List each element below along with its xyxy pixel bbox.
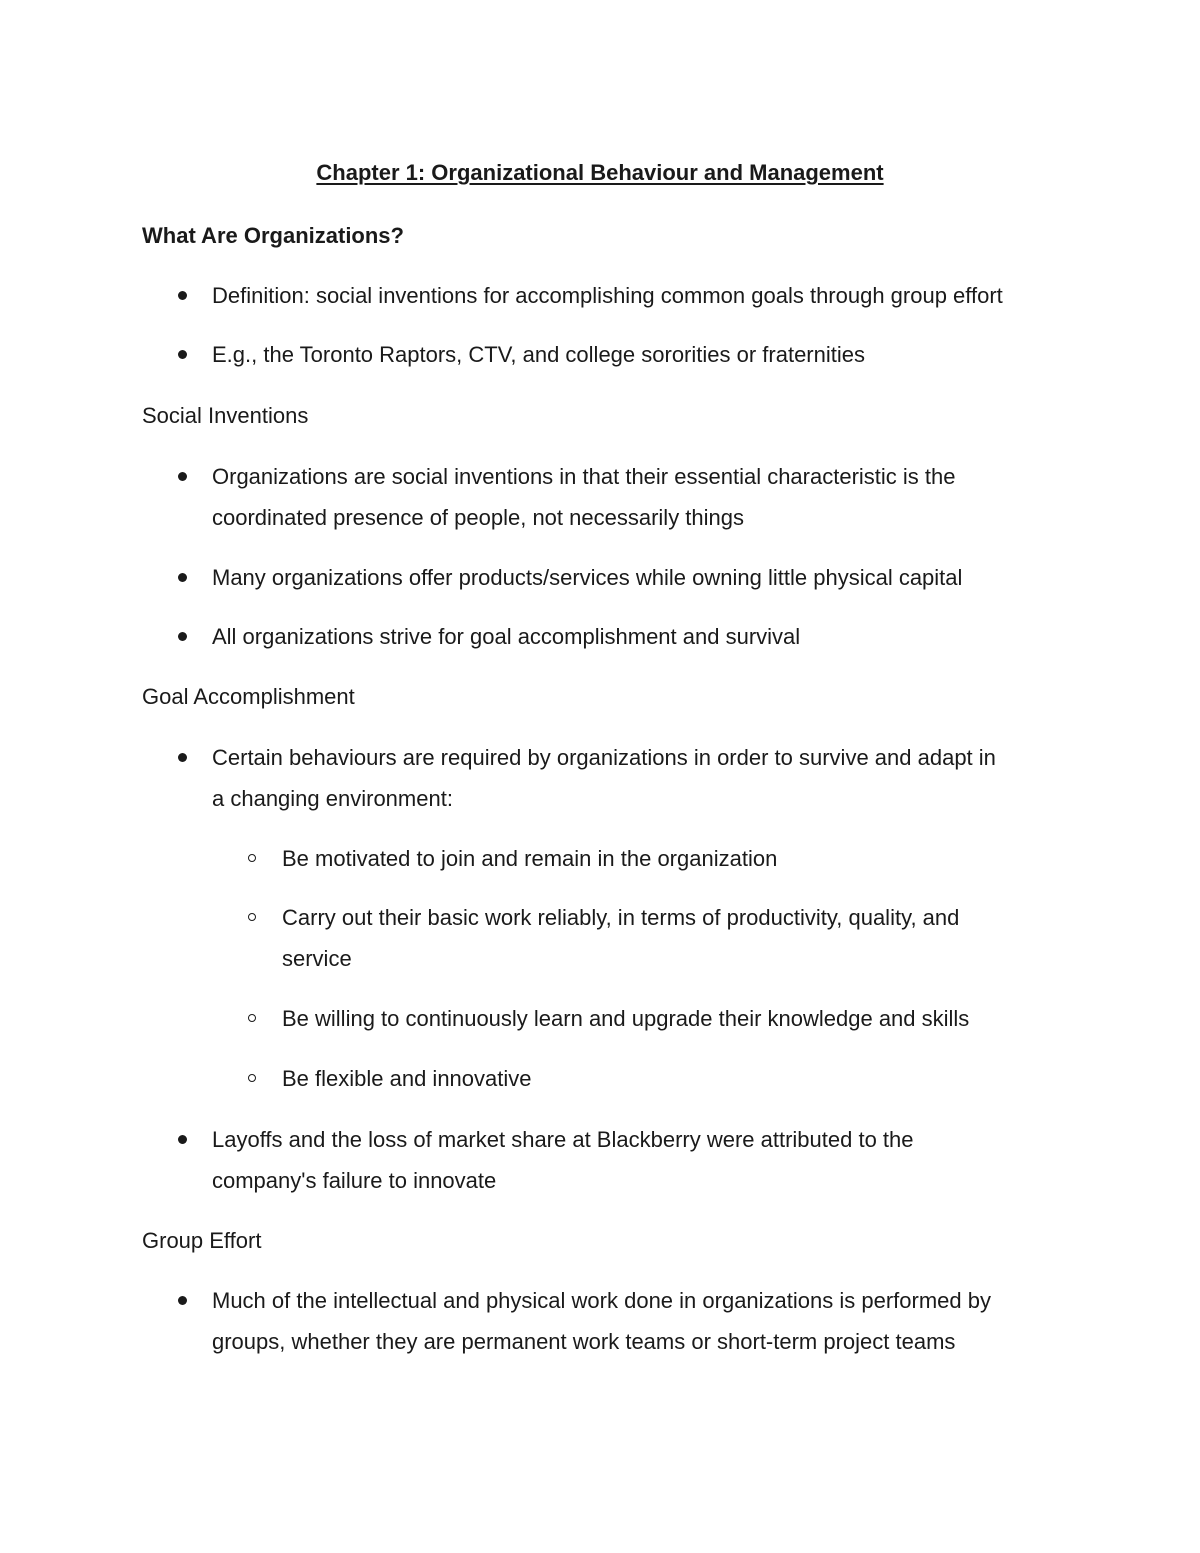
list-item-text-line: Organizations are social inventions in that their essential characteristic is the (212, 464, 956, 489)
list-item-text-line: a changing environment: (212, 786, 453, 811)
document-title: Chapter 1: Organizational Behaviour and Management (316, 160, 884, 185)
hollow-bullet-icon (248, 1074, 256, 1082)
list-item (212, 737, 996, 819)
sub-list-item-text-line: service (282, 946, 352, 971)
bullet-icon (178, 472, 187, 481)
section-heading-social-inventions: Social Inventions (142, 403, 309, 428)
section-heading-group-effort: Group Effort (142, 1228, 262, 1253)
list-item-text-line: groups, whether they are permanent work teams or short-term project teams (212, 1329, 956, 1354)
list-item-text: All organizations strive for goal accomplishment and survival (212, 624, 801, 649)
hollow-bullet-icon (248, 1014, 256, 1022)
list-item-text-line: Layoffs and the loss of market share at Blackberry were attributed to the (212, 1127, 914, 1152)
list-item-text: Definition: social inventions for accomplishing common goals through group effort (212, 283, 1003, 308)
bullet-icon (178, 753, 187, 762)
list-item-text: E.g., the Toronto Raptors, CTV, and college sororities or fraternities (212, 342, 865, 367)
sub-list-item (282, 838, 777, 879)
section-heading-what-are-organizations: What Are Organizations? (142, 223, 404, 248)
list-item (212, 334, 865, 375)
hollow-bullet-icon (248, 854, 256, 862)
sub-list-item (282, 998, 969, 1039)
bullet-icon (178, 1296, 187, 1305)
list-item (212, 1119, 914, 1201)
list-item-text-line: Much of the intellectual and physical work done in organizations is performed by (212, 1288, 991, 1313)
list-item (212, 275, 1003, 316)
list-item-text-line: company's failure to innovate (212, 1168, 497, 1193)
sub-list-item-text: Be flexible and innovative (282, 1066, 532, 1091)
section-heading-goal-accomplishment: Goal Accomplishment (142, 684, 355, 709)
list-item (212, 616, 800, 657)
hollow-bullet-icon (248, 913, 256, 921)
sub-list-item-text: Be motivated to join and remain in the organization (282, 846, 778, 871)
sub-list-item (282, 1058, 532, 1099)
list-item-text: Many organizations offer products/services while owning little physical capital (212, 565, 963, 590)
list-item-text-line: coordinated presence of people, not necessarily things (212, 505, 745, 530)
sub-list-item (282, 897, 959, 979)
list-item (212, 456, 955, 538)
bullet-icon (178, 573, 187, 582)
bullet-icon (178, 350, 187, 359)
sub-list-item-text-line: Carry out their basic work reliably, in terms of productivity, quality, and (282, 905, 960, 930)
bullet-icon (178, 291, 187, 300)
list-item-text-line: Certain behaviours are required by organizations in order to survive and adapt in (212, 745, 996, 770)
list-item (212, 557, 962, 598)
list-item (212, 1280, 991, 1362)
sub-list-item-text: Be willing to continuously learn and upgrade their knowledge and skills (282, 1006, 970, 1031)
bullet-icon (178, 1135, 187, 1144)
bullet-icon (178, 632, 187, 641)
